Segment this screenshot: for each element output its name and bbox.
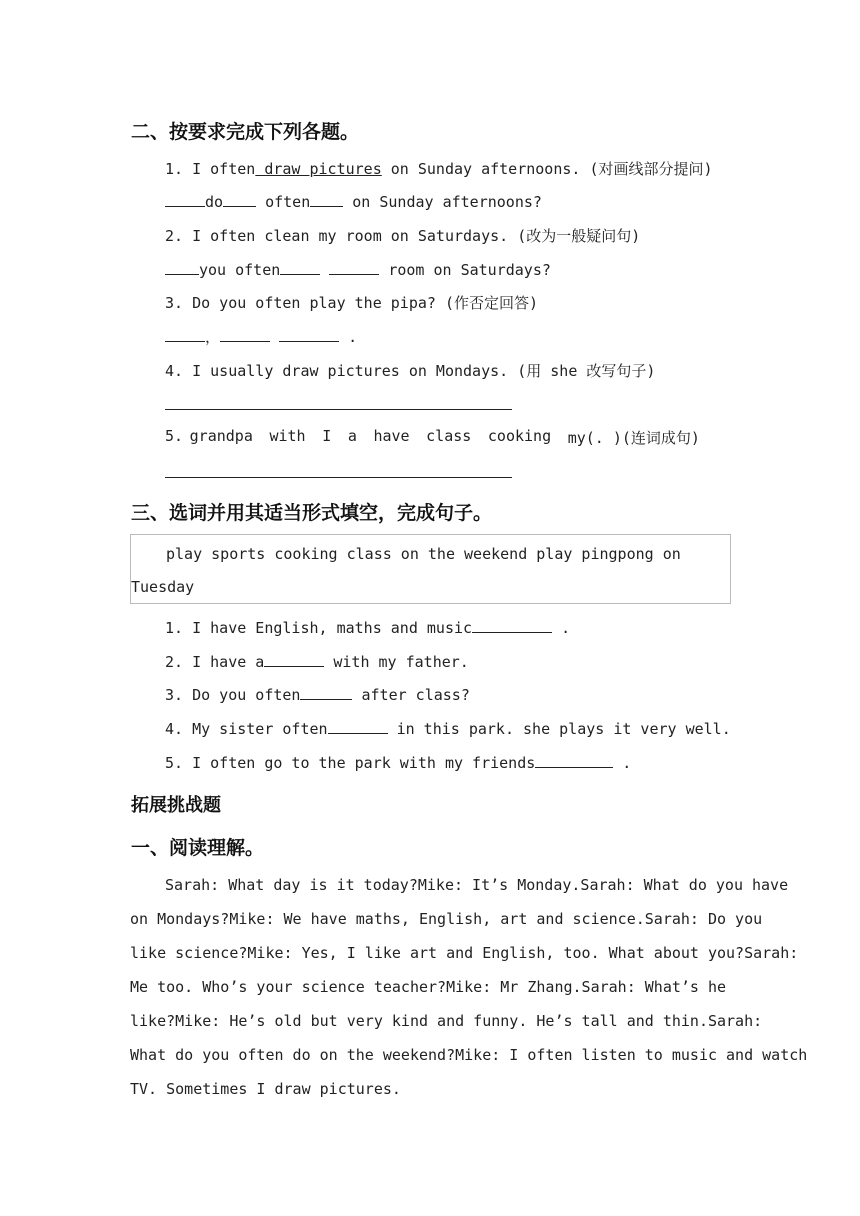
fill-sentence-4: [165, 718, 731, 738]
sentence-text: 5. I often go to the park with my friends: [165, 754, 536, 772]
answer-blank[interactable]: [165, 259, 199, 275]
passage-line: like science?Mike: Yes, I like art and English, too. What about you?Sarah:: [130, 944, 799, 962]
extension-heading: 拓展挑战题: [131, 795, 221, 816]
sentence-text: 3. Do you often: [165, 686, 301, 704]
fill-sentence-3: [165, 684, 470, 704]
answer-blank[interactable]: [165, 326, 205, 342]
answer-blank[interactable]: [223, 191, 256, 207]
passage-line: like?Mike: He’s old but very kind and funny. He’s tall and thin.Sarah:: [130, 1012, 763, 1030]
question-5-number: 5.: [165, 427, 184, 445]
sentence-text: 4. My sister often: [165, 720, 328, 738]
question-4: 4. I usually draw pictures on Mondays. (用 she 改写句子): [165, 362, 656, 380]
word: cooking: [487, 427, 552, 445]
answer-text: often: [256, 193, 311, 211]
sentence-text: with my father.: [324, 653, 469, 671]
word: my(. )(连词成句): [567, 429, 700, 447]
answer-text: ，: [205, 328, 221, 346]
answer-blank[interactable]: [300, 684, 352, 700]
question-1-underlined: draw pictures: [255, 160, 382, 178]
answer-blank[interactable]: [310, 191, 343, 207]
word: have: [373, 427, 410, 445]
question-1: [165, 158, 713, 179]
word: a: [347, 427, 357, 445]
passage-line: What do you often do on the weekend?Mike: I often listen to music and watch: [130, 1046, 808, 1064]
word: I: [322, 427, 332, 445]
question-1-pre: I often: [192, 160, 256, 178]
answer-blank[interactable]: [220, 326, 270, 342]
answer-blank[interactable]: [165, 191, 205, 207]
answer-blank[interactable]: [279, 326, 339, 342]
passage-line: Me too. Who’s your science teacher?Mike: Mr Zhang.Sarah: What’s he: [130, 978, 727, 996]
question-1-post: on Sunday afternoons. (对画线部分提问): [381, 160, 713, 178]
sentence-text: 2. I have a: [165, 653, 265, 671]
answer-blank[interactable]: [264, 651, 324, 667]
word: grandpa: [189, 427, 253, 445]
section-3-heading: 三、选词并用其适当形式填空，完成句子。: [131, 502, 493, 524]
answer-line[interactable]: [165, 409, 512, 410]
question-2-answer: [165, 259, 551, 279]
question-1-answer: [165, 191, 542, 211]
question-5: [165, 427, 700, 448]
reading-heading: 一、阅读理解。: [131, 837, 265, 859]
answer-text: on Sunday afternoons?: [343, 193, 542, 211]
sentence-text: after class?: [352, 686, 470, 704]
question-3-answer: [165, 326, 357, 347]
fill-sentence-5: [165, 752, 631, 772]
word-bank-line: play sports cooking class on the weekend play pingpong on: [166, 545, 681, 563]
sentence-text: 1. I have English, maths and music: [165, 619, 473, 637]
answer-blank[interactable]: [280, 259, 320, 275]
passage-line: Sarah: What day is it today?Mike: It’s Monday.Sarah: What do you have: [165, 876, 789, 894]
word-bank-line: Tuesday: [131, 578, 195, 596]
sentence-text: .: [613, 754, 632, 772]
passage-line: TV. Sometimes I draw pictures.: [130, 1080, 401, 1098]
sentence-text: in this park. she plays it very well.: [387, 720, 731, 738]
word: with: [269, 427, 306, 445]
answer-blank[interactable]: [535, 752, 613, 768]
answer-blank[interactable]: [328, 718, 388, 734]
answer-text: do: [205, 193, 224, 211]
sentence-text: .: [552, 619, 571, 637]
word: class: [426, 427, 472, 445]
question-1-number: 1.: [165, 160, 184, 178]
question-3: 3. Do you often play the pipa? (作否定回答): [165, 294, 539, 312]
question-2: 2. I often clean my room on Saturdays. (改为一般疑问句): [165, 227, 641, 245]
section-2-heading: 二、按要求完成下列各题。: [131, 121, 360, 143]
answer-line[interactable]: [165, 477, 512, 478]
fill-sentence-2: [165, 651, 469, 671]
reading-passage: [130, 868, 808, 1106]
answer-text: room on Saturdays?: [379, 261, 551, 279]
answer-blank[interactable]: [472, 617, 552, 633]
answer-text: .: [348, 328, 358, 346]
answer-text: you often: [199, 261, 281, 279]
word-bank-box: [130, 534, 731, 604]
answer-blank[interactable]: [329, 259, 379, 275]
passage-line: on Mondays?Mike: We have maths, English, art and science.Sarah: Do you: [130, 910, 763, 928]
fill-sentence-1: [165, 617, 570, 637]
